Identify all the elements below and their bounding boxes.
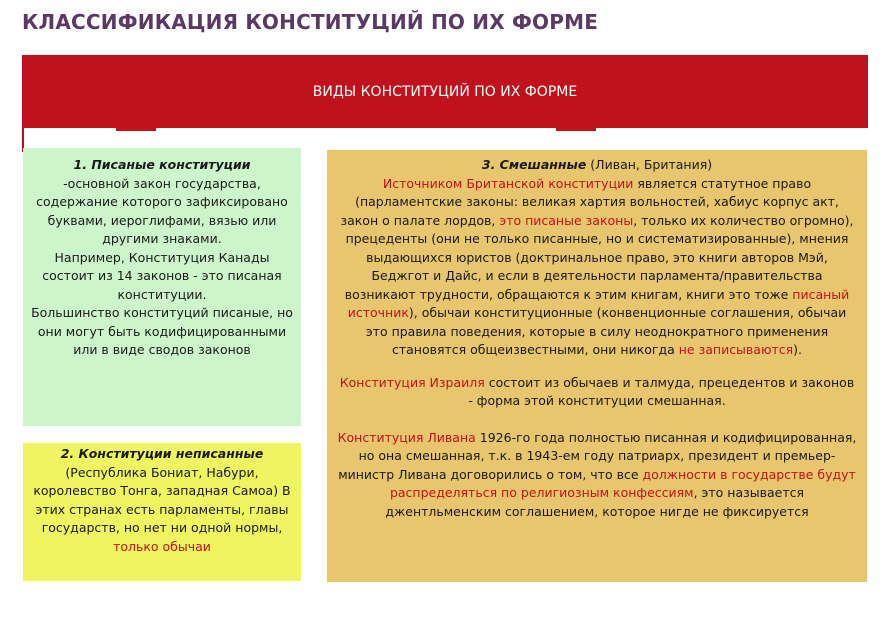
written-note: Большинство конституций писаные, но они могут быть кодифицированными или в виде сводов законов (31, 305, 293, 357)
britain-text-a: является статутное право (парламентские законы: великая хартия вольностей, хабиус корпус акт, закон о палате лордов, (340, 175, 839, 228)
page-title: КЛАССИФИКАЦИЯ КОНСТИТУЦИЙ ПО ИХ ФОРМЕ (22, 10, 599, 34)
unwritten-text-highlight: только обычаи (113, 538, 211, 554)
highlight-not-recorded: не записываются (678, 342, 794, 357)
written-heading: 1. Писаные конституции (73, 157, 251, 172)
lebanon-paragraph (337, 429, 857, 522)
highlight-lebanon: Конституция Ливана (337, 429, 476, 445)
israel-text: состоит из обычаев и талмуда, прецедентов и законов - форма этой конституции смешанная. (468, 374, 855, 408)
britain-paragraph (337, 175, 857, 360)
arrow-left-tab (116, 123, 156, 131)
lebanon-text-b: , это называется джентльменским соглашением, которое нигде не фиксируется (385, 485, 809, 519)
mixed-heading-note: (Ливан, Британия) (590, 157, 713, 172)
highlight-positions: должности в государстве будут распределяться по религиозным конфессиям (389, 466, 856, 500)
britain-text-d: ). (793, 342, 803, 357)
written-definition: -основной закон государства, содержание которого зафиксировано буквами, иероглифами, вязью или другими знаками. (36, 175, 288, 246)
mixed-heading: 3. Смешанные (481, 157, 587, 172)
arrow-right-tab (556, 123, 596, 131)
britain-text-c: ), обычаи конституционные (конвенционные соглашения, обычаи это правила поведения, которые в силу неоднократного применения становятся общеизвестными, они никогда (365, 305, 847, 357)
banner-label: ВИДЫ КОНСТИТУЦИЙ ПО ИХ ФОРМЕ (312, 83, 578, 100)
highlight-britain: Источником Британской конституции (382, 175, 634, 191)
mixed-constitutions-box (327, 150, 867, 582)
highlight-israel: Конституция Израиля (339, 374, 485, 390)
unwritten-text: (Республика Бониат, Набури, королевство Тонга, западная Самоа) В этих странах есть парламенты, главы государств, но нет ни одной нормы, (33, 464, 291, 535)
written-example: Например, Конституция Канады состоит из 14 законов - это писаная конституции. (42, 249, 282, 302)
unwritten-heading: 2. Конституции неписанные (60, 446, 264, 461)
lebanon-text-a: 1926-го года полностью писанная и кодифицированная, но она смешанная, т.к. в 1943-ем году патриарх, президент и премьер-министр Ливана договорились о том, что все (338, 429, 857, 482)
highlight-written-source: писаный источник (347, 286, 850, 320)
israel-paragraph (337, 374, 857, 411)
britain-text-b: , только их количество огромно), прецеденты (они не только писанные, но и систематизированные), мнения выдающихся юристов (доктринальное право, это книги авторов Мэй, Беджгот и Дайс, и если в деятельности парламента/правительства возникают трудности, обращаются к этим книгам, книги это тоже (344, 212, 854, 302)
written-constitutions-box (23, 148, 301, 426)
banner (22, 55, 868, 128)
highlight-written-laws: это писаные законы (499, 212, 634, 228)
unwritten-constitutions-box (23, 437, 301, 581)
